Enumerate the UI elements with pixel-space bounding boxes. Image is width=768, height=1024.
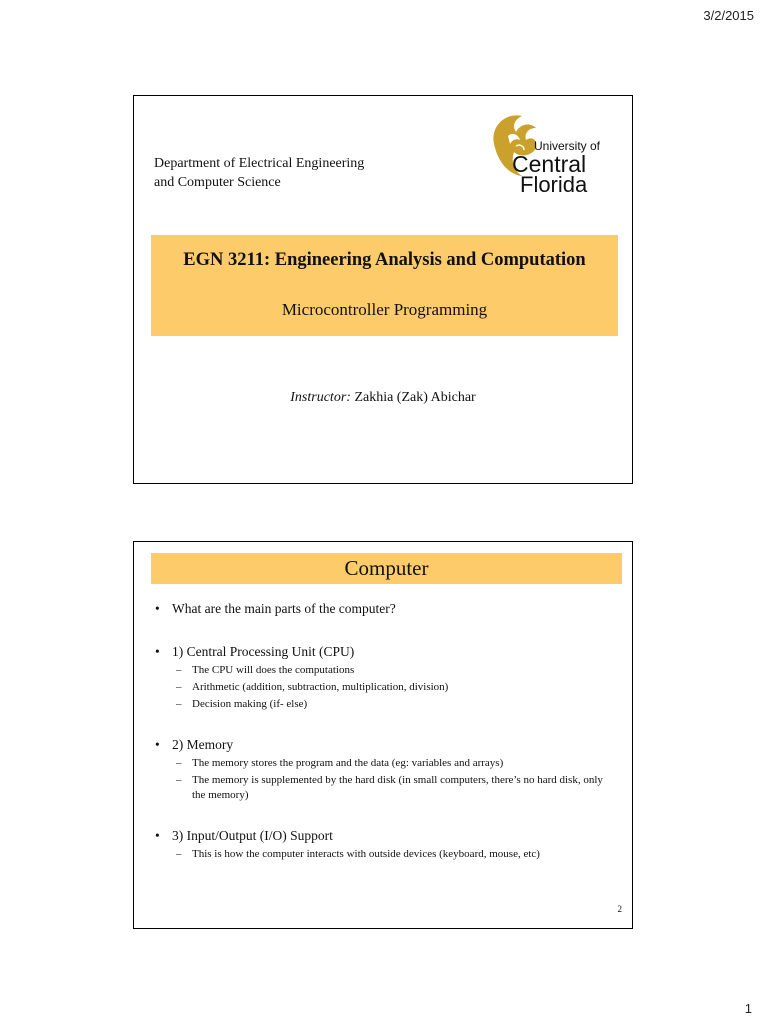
- sub-bullet-item: – Decision making (if- else): [154, 697, 614, 712]
- slide-number: 2: [617, 904, 622, 914]
- sub-bullet-item: – The CPU will does the computations: [154, 663, 614, 678]
- ucf-logo: [486, 106, 626, 194]
- department-text: [154, 154, 364, 192]
- sub-bullet-item: – The memory is supplemented by the hard disk (in small computers, there’s no hard disk, only the memory): [154, 773, 614, 803]
- slide-1: [133, 95, 633, 484]
- slide-heading: Computer: [344, 556, 429, 580]
- bullet-item: • 2) Memory: [154, 736, 614, 754]
- heading-band: [151, 553, 622, 584]
- sub-bullet-item: – The memory stores the program and the data (eg: variables and arrays): [154, 756, 614, 771]
- title-band: [151, 235, 618, 336]
- logo-line-3: Florida: [520, 172, 588, 194]
- instructor-label: Instructor:: [290, 390, 351, 405]
- course-title: EGN 3211: Engineering Analysis and Computation: [183, 250, 586, 270]
- logo-line-2: Central: [512, 151, 587, 177]
- department-line-1: Department of Electrical Engineering: [154, 156, 365, 171]
- slide-2: [133, 541, 633, 929]
- bullet-item: • 1) Central Processing Unit (CPU): [154, 643, 614, 661]
- logo-line-1: University of: [534, 139, 601, 153]
- department-line-2: and Computer Science: [154, 175, 281, 190]
- instructor-line: [134, 390, 632, 406]
- bullet-item: • 3) Input/Output (I/O) Support: [154, 827, 614, 845]
- bullet-item: • What are the main parts of the computer?: [154, 600, 614, 618]
- sub-bullet-item: – Arithmetic (addition, subtraction, multiplication, division): [154, 680, 614, 695]
- sub-bullet-item: – This is how the computer interacts with outside devices (keyboard, mouse, etc): [154, 847, 614, 862]
- page-date: 3/2/2015: [703, 8, 754, 23]
- instructor-name: Zakhia (Zak) Abichar: [350, 390, 476, 405]
- lecture-title: Microcontroller Programming: [281, 300, 488, 319]
- bullet-list: [154, 600, 614, 862]
- page-number: 1: [744, 1001, 752, 1016]
